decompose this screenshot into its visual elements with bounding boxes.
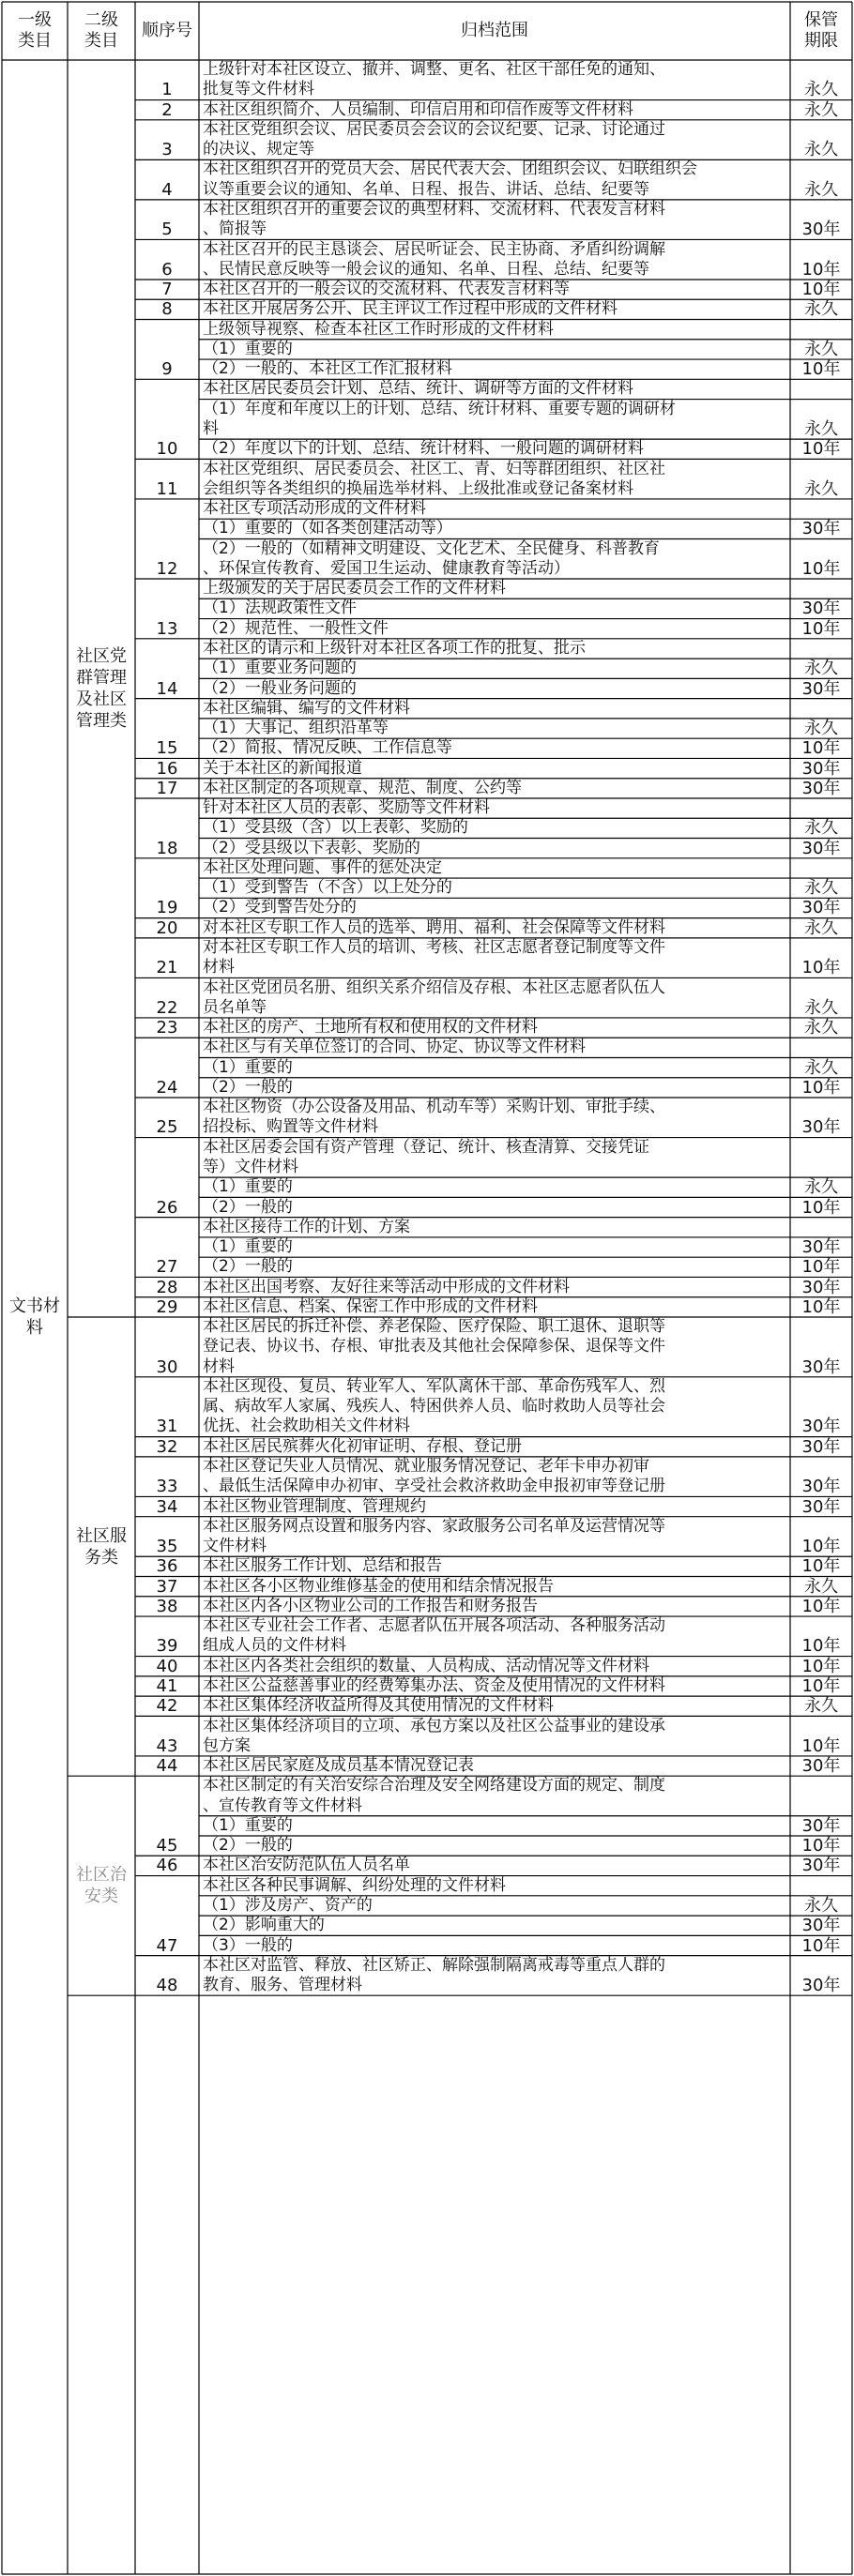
row-43-seq: 43 xyxy=(156,1735,178,1756)
group-1-label: 社区服 务类 xyxy=(76,1525,127,1568)
row-18-sub-1: （2）受县级以下表彰、奖励的 xyxy=(203,838,420,857)
row-46-seq: 46 xyxy=(156,1856,178,1876)
row-18-sub-0: （1）受县级（含）以上表彰、奖励的 xyxy=(203,818,468,838)
level1-label: 文书材 料 xyxy=(9,1296,60,1338)
header-scope: 归档范围 xyxy=(461,21,528,40)
row-29-seq: 29 xyxy=(156,1296,178,1317)
row-47-sub-1-retention: 30年 xyxy=(801,1916,841,1936)
row-20-seq: 20 xyxy=(156,917,178,938)
row-24-sub-0: （1）重要的 xyxy=(203,1057,293,1077)
row-39-retention: 10年 xyxy=(801,1636,841,1657)
row-27-scope: 本社区接待工作的计划、方案 xyxy=(203,1217,410,1236)
header-level1: 一级 类目 xyxy=(18,10,52,51)
row-41-seq: 41 xyxy=(156,1675,178,1696)
row-21-retention: 10年 xyxy=(801,958,841,978)
row-45-seq: 45 xyxy=(156,1836,178,1856)
row-4-scope: 本社区组织召开的党员大会、居民代表大会、团组织会议、妇联组织会 议等重要会议的通知、名单、日程、报告、讲话、总结、纪要等 xyxy=(203,159,697,199)
row-31-seq: 31 xyxy=(156,1417,178,1437)
row-11-seq: 11 xyxy=(156,478,178,499)
row-38-retention: 10年 xyxy=(801,1596,841,1616)
row-9-seq: 9 xyxy=(161,359,173,380)
row-40-seq: 40 xyxy=(156,1656,178,1676)
row-26-scope: 本社区居委会国有资产管理（登记、统计、核查清算、交接凭证 等）文件材料 xyxy=(203,1137,649,1176)
row-26-sub-1-retention: 10年 xyxy=(801,1197,841,1218)
row-16-retention: 30年 xyxy=(801,758,841,779)
row-36-seq: 36 xyxy=(156,1556,178,1577)
row-13-sub-1: （2）规范性、一般性文件 xyxy=(203,618,389,638)
row-34-scope: 本社区物业管理制度、管理规约 xyxy=(203,1496,426,1516)
row-7-seq: 7 xyxy=(161,280,173,300)
row-22-retention: 永久 xyxy=(804,997,838,1018)
row-5-seq: 5 xyxy=(161,220,173,240)
row-25-seq: 25 xyxy=(156,1117,178,1138)
header-level2: 二级 类目 xyxy=(84,10,118,51)
row-40-scope: 本社区内各类社会组织的数量、人员构成、活动情况等文件材料 xyxy=(203,1656,649,1675)
row-13-sub-0-retention: 30年 xyxy=(801,599,841,619)
row-45-sub-0-retention: 30年 xyxy=(801,1815,841,1836)
row-17-scope: 本社区制定的各项规章、规范、制度、公约等 xyxy=(203,778,522,797)
row-14-sub-1: （2）一般业务问题的 xyxy=(203,678,357,698)
group-0-label: 社区党 群管理 及社区 管理类 xyxy=(76,646,127,731)
row-19-seq: 19 xyxy=(156,898,178,918)
row-12-seq: 12 xyxy=(156,558,178,579)
row-13-seq: 13 xyxy=(156,618,178,639)
row-17-retention: 30年 xyxy=(801,778,841,798)
row-14-sub-0-retention: 永久 xyxy=(804,659,838,679)
row-38-seq: 38 xyxy=(156,1596,178,1616)
row-26-sub-1: （2）一般的 xyxy=(203,1197,293,1217)
row-13-scope: 上级颁发的关于居民委员会工作的文件材料 xyxy=(203,579,506,599)
row-46-retention: 30年 xyxy=(801,1856,841,1876)
row-47-sub-0: （1）涉及房产、资产的 xyxy=(203,1895,373,1915)
row-43-scope: 本社区集体经济项目的立项、承包方案以及社区公益事业的建设承 包方案 xyxy=(203,1716,665,1755)
row-35-retention: 10年 xyxy=(801,1537,841,1557)
row-26-sub-0: （1）重要的 xyxy=(203,1177,293,1197)
row-48-scope: 本社区对监管、释放、社区矫正、解除强制隔离戒毒等重点人群的 教育、服务、管理材料 xyxy=(203,1955,665,1995)
row-22-scope: 本社区党团员名册、组织关系介绍信及存根、本社区志愿者队伍人 员名单等 xyxy=(203,977,665,1017)
row-47-sub-2-retention: 10年 xyxy=(801,1935,841,1956)
row-12-sub-0: （1）重要的（如各类创建活动等） xyxy=(203,519,452,538)
row-21-scope: 对本社区专职工作人员的培训、考核、社区志愿者登记制度等文件 材料 xyxy=(203,938,665,977)
row-12-sub-0-retention: 30年 xyxy=(801,519,841,539)
row-15-sub-1: （2）简报、情况反映、工作信息等 xyxy=(203,738,452,758)
row-5-scope: 本社区组织召开的重要会议的典型材料、交流材料、代表发言材料 、简报等 xyxy=(203,200,665,239)
row-32-scope: 本社区居民殡葬火化初审证明、存根、登记册 xyxy=(203,1436,522,1456)
row-10-sub-1: （2）年度以下的计划、总结、统计材料、一般问题的调研材料 xyxy=(203,439,644,459)
group-2-label: 社区治 安类 xyxy=(76,1865,127,1907)
row-32-seq: 32 xyxy=(156,1436,178,1457)
row-32-retention: 30年 xyxy=(801,1436,841,1457)
row-33-scope: 本社区登记失业人员情况、就业服务情况登记、老年卡申办初审 、最低生活保障申办初审、享受社会救济救助金申报初审等登记册 xyxy=(203,1457,665,1496)
row-19-sub-1: （2）受到警告处分的 xyxy=(203,898,357,917)
row-1-scope: 上级针对本社区设立、撤并、调整、更名、社区干部任免的通知、 批复等文件材料 xyxy=(203,60,665,99)
row-47-sub-0-retention: 永久 xyxy=(804,1895,838,1916)
row-12-scope: 本社区专项活动形成的文件材料 xyxy=(203,499,426,519)
row-44-scope: 本社区居民家庭及成员基本情况登记表 xyxy=(203,1756,474,1776)
row-27-sub-1-retention: 10年 xyxy=(801,1257,841,1278)
header-seq: 顺序号 xyxy=(142,21,192,40)
row-11-scope: 本社区党组织、居民委员会、社区工、青、妇等群团组织、社区社 会组织等各类组织的换届选举材料、上级批准或登记备案材料 xyxy=(203,459,665,498)
row-12-sub-1: （2）一般的（如精神文明建设、文化艺术、全民健身、科普教育 、环保宣传教育、爱国卫生运动、健康教育等活动） xyxy=(203,538,660,578)
row-3-scope: 本社区党组织会议、居民委员会会议的会议纪要、记录、讨论通过 的决议、规定等 xyxy=(203,119,665,159)
row-11-retention: 永久 xyxy=(804,478,838,499)
row-14-sub-1-retention: 30年 xyxy=(801,678,841,699)
row-19-sub-0-retention: 永久 xyxy=(804,878,838,899)
row-15-sub-0: （1）大事记、组织沿革等 xyxy=(203,719,389,738)
row-42-retention: 永久 xyxy=(804,1696,838,1717)
row-13-sub-0: （1）法规政策性文件 xyxy=(203,599,357,618)
row-6-retention: 10年 xyxy=(801,259,841,280)
row-24-seq: 24 xyxy=(156,1077,178,1098)
row-41-retention: 10年 xyxy=(801,1675,841,1696)
row-28-seq: 28 xyxy=(156,1277,178,1297)
row-24-sub-1-retention: 10年 xyxy=(801,1077,841,1098)
row-44-retention: 30年 xyxy=(801,1756,841,1777)
row-42-scope: 本社区集体经济收益所得及其使用情况的文件材料 xyxy=(203,1696,554,1716)
row-15-sub-1-retention: 10年 xyxy=(801,738,841,759)
row-30-scope: 本社区居民的拆迁补偿、养老保险、医疗保险、职工退休、退职等 登记表、协议书、存根、审批表及其他社会保障参保、退保等文件 材料 xyxy=(203,1317,665,1376)
row-20-retention: 永久 xyxy=(804,917,838,938)
row-31-scope: 本社区现役、复员、转业军人、军队离休干部、革命伤残军人、烈 属、病故军人家属、残疾人、特困供养人员、临时救助人员等社会 优抚、社会救助相关文件材料 xyxy=(203,1376,665,1436)
row-9-sub-0: （1）重要的 xyxy=(203,339,293,358)
row-13-sub-1-retention: 10年 xyxy=(801,618,841,639)
row-24-sub-1: （2）一般的 xyxy=(203,1077,293,1097)
row-9-sub-1-retention: 10年 xyxy=(801,359,841,380)
row-37-scope: 本社区各小区物业维修基金的使用和结余情况报告 xyxy=(203,1576,554,1596)
row-9-sub-1: （2）一般的、本社区工作汇报材料 xyxy=(203,359,452,379)
row-19-sub-1-retention: 30年 xyxy=(801,898,841,918)
row-27-sub-1: （2）一般的 xyxy=(203,1257,293,1277)
row-33-retention: 30年 xyxy=(801,1477,841,1497)
row-17-seq: 17 xyxy=(156,778,178,798)
row-37-seq: 37 xyxy=(156,1576,178,1597)
row-3-retention: 永久 xyxy=(804,140,838,160)
row-27-sub-0-retention: 30年 xyxy=(801,1237,841,1258)
row-39-scope: 本社区专业社会工作者、志愿者队伍开展各项活动、各种服务活动 组成人员的文件材料 xyxy=(203,1616,665,1656)
row-47-seq: 47 xyxy=(156,1935,178,1956)
row-47-sub-2: （3）一般的 xyxy=(203,1935,293,1955)
row-24-scope: 本社区与有关单位签订的合同、协定、协议等文件材料 xyxy=(203,1038,586,1057)
row-7-scope: 本社区召开的一般会议的交流材料、代表发言材料等 xyxy=(203,280,570,299)
row-18-seq: 18 xyxy=(156,838,178,858)
row-12-sub-1-retention: 10年 xyxy=(801,558,841,579)
row-19-scope: 本社区处理问题、事件的惩处决定 xyxy=(203,857,442,877)
row-45-sub-0: （1）重要的 xyxy=(203,1815,293,1835)
row-23-scope: 本社区的房产、土地所有权和使用权的文件材料 xyxy=(203,1018,538,1038)
row-48-retention: 30年 xyxy=(801,1976,841,1996)
row-2-scope: 本社区组织简介、人员编制、印信启用和印信作废等文件材料 xyxy=(203,99,633,119)
row-40-retention: 10年 xyxy=(801,1656,841,1676)
row-8-seq: 8 xyxy=(161,299,173,320)
row-10-sub-1-retention: 10年 xyxy=(801,439,841,460)
row-23-retention: 永久 xyxy=(804,1018,838,1038)
row-28-retention: 30年 xyxy=(801,1277,841,1297)
row-9-scope: 上级领导视察、检查本社区工作时形成的文件材料 xyxy=(203,319,554,339)
row-1-retention: 永久 xyxy=(804,80,838,100)
row-29-retention: 10年 xyxy=(801,1296,841,1317)
row-4-retention: 永久 xyxy=(804,179,838,200)
row-36-retention: 10年 xyxy=(801,1556,841,1577)
row-25-scope: 本社区物资（办公设备及用品、机动车等）采购计划、审批手续、 招投标、购置等文件材料 xyxy=(203,1098,665,1137)
row-48-seq: 48 xyxy=(156,1976,178,1996)
row-43-retention: 10年 xyxy=(801,1735,841,1756)
row-29-scope: 本社区信息、档案、保密工作中形成的文件材料 xyxy=(203,1296,538,1316)
header-retention: 保管 期限 xyxy=(804,10,838,51)
row-45-sub-1-retention: 10年 xyxy=(801,1836,841,1856)
row-25-retention: 30年 xyxy=(801,1117,841,1138)
row-6-scope: 本社区召开的民主恳谈会、居民听证会、民主协商、矛盾纠纷调解 、民情民意反映等一般会议的通知、名单、日程、总结、纪要等 xyxy=(203,239,665,279)
row-27-seq: 27 xyxy=(156,1257,178,1278)
row-2-seq: 2 xyxy=(161,99,173,120)
row-31-retention: 30年 xyxy=(801,1417,841,1437)
row-45-sub-1: （2）一般的 xyxy=(203,1836,293,1856)
row-33-seq: 33 xyxy=(156,1477,178,1497)
row-34-seq: 34 xyxy=(156,1496,178,1517)
row-16-scope: 关于本社区的新闻报道 xyxy=(203,758,362,778)
row-14-seq: 14 xyxy=(156,678,178,699)
row-39-seq: 39 xyxy=(156,1636,178,1657)
row-8-retention: 永久 xyxy=(804,299,838,320)
row-26-seq: 26 xyxy=(156,1197,178,1218)
row-41-scope: 本社区公益慈善事业的经费筹集办法、资金及使用情况的文件材料 xyxy=(203,1675,665,1695)
row-34-retention: 30年 xyxy=(801,1496,841,1517)
row-37-retention: 永久 xyxy=(804,1576,838,1597)
row-15-sub-0-retention: 永久 xyxy=(804,719,838,739)
row-35-scope: 本社区服务网点设置和服务内容、家政服务公司名单及运营情况等 文件材料 xyxy=(203,1516,665,1556)
row-46-scope: 本社区治安防范队伍人员名单 xyxy=(203,1856,410,1875)
row-23-seq: 23 xyxy=(156,1018,178,1038)
row-19-sub-0: （1）受到警告（不含）以上处分的 xyxy=(203,878,452,898)
row-24-sub-0-retention: 永久 xyxy=(804,1057,838,1078)
row-16-seq: 16 xyxy=(156,758,178,779)
row-18-sub-1-retention: 30年 xyxy=(801,838,841,858)
row-22-seq: 22 xyxy=(156,997,178,1018)
row-2-retention: 永久 xyxy=(804,99,838,120)
row-15-seq: 15 xyxy=(156,738,178,759)
row-5-retention: 30年 xyxy=(801,220,841,240)
row-21-seq: 21 xyxy=(156,958,178,978)
row-9-sub-0-retention: 永久 xyxy=(804,339,838,359)
row-38-scope: 本社区内各小区物业公司的工作报告和财务报告 xyxy=(203,1596,538,1615)
row-14-sub-0: （1）重要业务问题的 xyxy=(203,659,357,678)
row-15-scope: 本社区编辑、编写的文件材料 xyxy=(203,698,410,718)
row-10-scope: 本社区居民委员会计划、总结、统计、调研等方面的文件材料 xyxy=(203,379,633,399)
row-1-seq: 1 xyxy=(161,80,173,100)
row-28-scope: 本社区出国考察、友好往来等活动中形成的文件材料 xyxy=(203,1277,570,1296)
row-42-seq: 42 xyxy=(156,1696,178,1717)
row-14-scope: 本社区的请示和上级针对本社区各项工作的批复、批示 xyxy=(203,638,586,658)
row-30-seq: 30 xyxy=(156,1356,178,1377)
row-10-sub-0: （1）年度和年度以上的计划、总结、统计材料、重要专题的调研材 料 xyxy=(203,399,676,438)
row-47-scope: 本社区各种民事调解、纠纷处理的文件材料 xyxy=(203,1875,506,1895)
row-44-seq: 44 xyxy=(156,1756,178,1777)
row-18-scope: 针对本社区人员的表彰、奖励等文件材料 xyxy=(203,798,490,818)
row-10-sub-0-retention: 永久 xyxy=(804,418,838,439)
row-35-seq: 35 xyxy=(156,1537,178,1557)
row-8-scope: 本社区开展居务公开、民主评议工作过程中形成的文件材料 xyxy=(203,299,618,319)
row-36-scope: 本社区服务工作计划、总结和报告 xyxy=(203,1556,442,1576)
row-18-sub-0-retention: 永久 xyxy=(804,818,838,839)
row-4-seq: 4 xyxy=(161,179,173,200)
row-6-seq: 6 xyxy=(161,259,173,280)
row-20-scope: 对本社区专职工作人员的选举、聘用、福利、社会保障等文件材料 xyxy=(203,917,665,937)
row-27-sub-0: （1）重要的 xyxy=(203,1237,293,1257)
row-47-sub-1: （2）影响重大的 xyxy=(203,1916,325,1935)
row-3-seq: 3 xyxy=(161,140,173,160)
row-30-retention: 30年 xyxy=(801,1356,841,1377)
row-26-sub-0-retention: 永久 xyxy=(804,1177,838,1198)
row-45-scope: 本社区制定的有关治安综合治理及安全网络建设方面的规定、制度 、宣传教育等文件材料 xyxy=(203,1776,665,1815)
row-7-retention: 10年 xyxy=(801,280,841,300)
row-10-seq: 10 xyxy=(156,439,178,460)
